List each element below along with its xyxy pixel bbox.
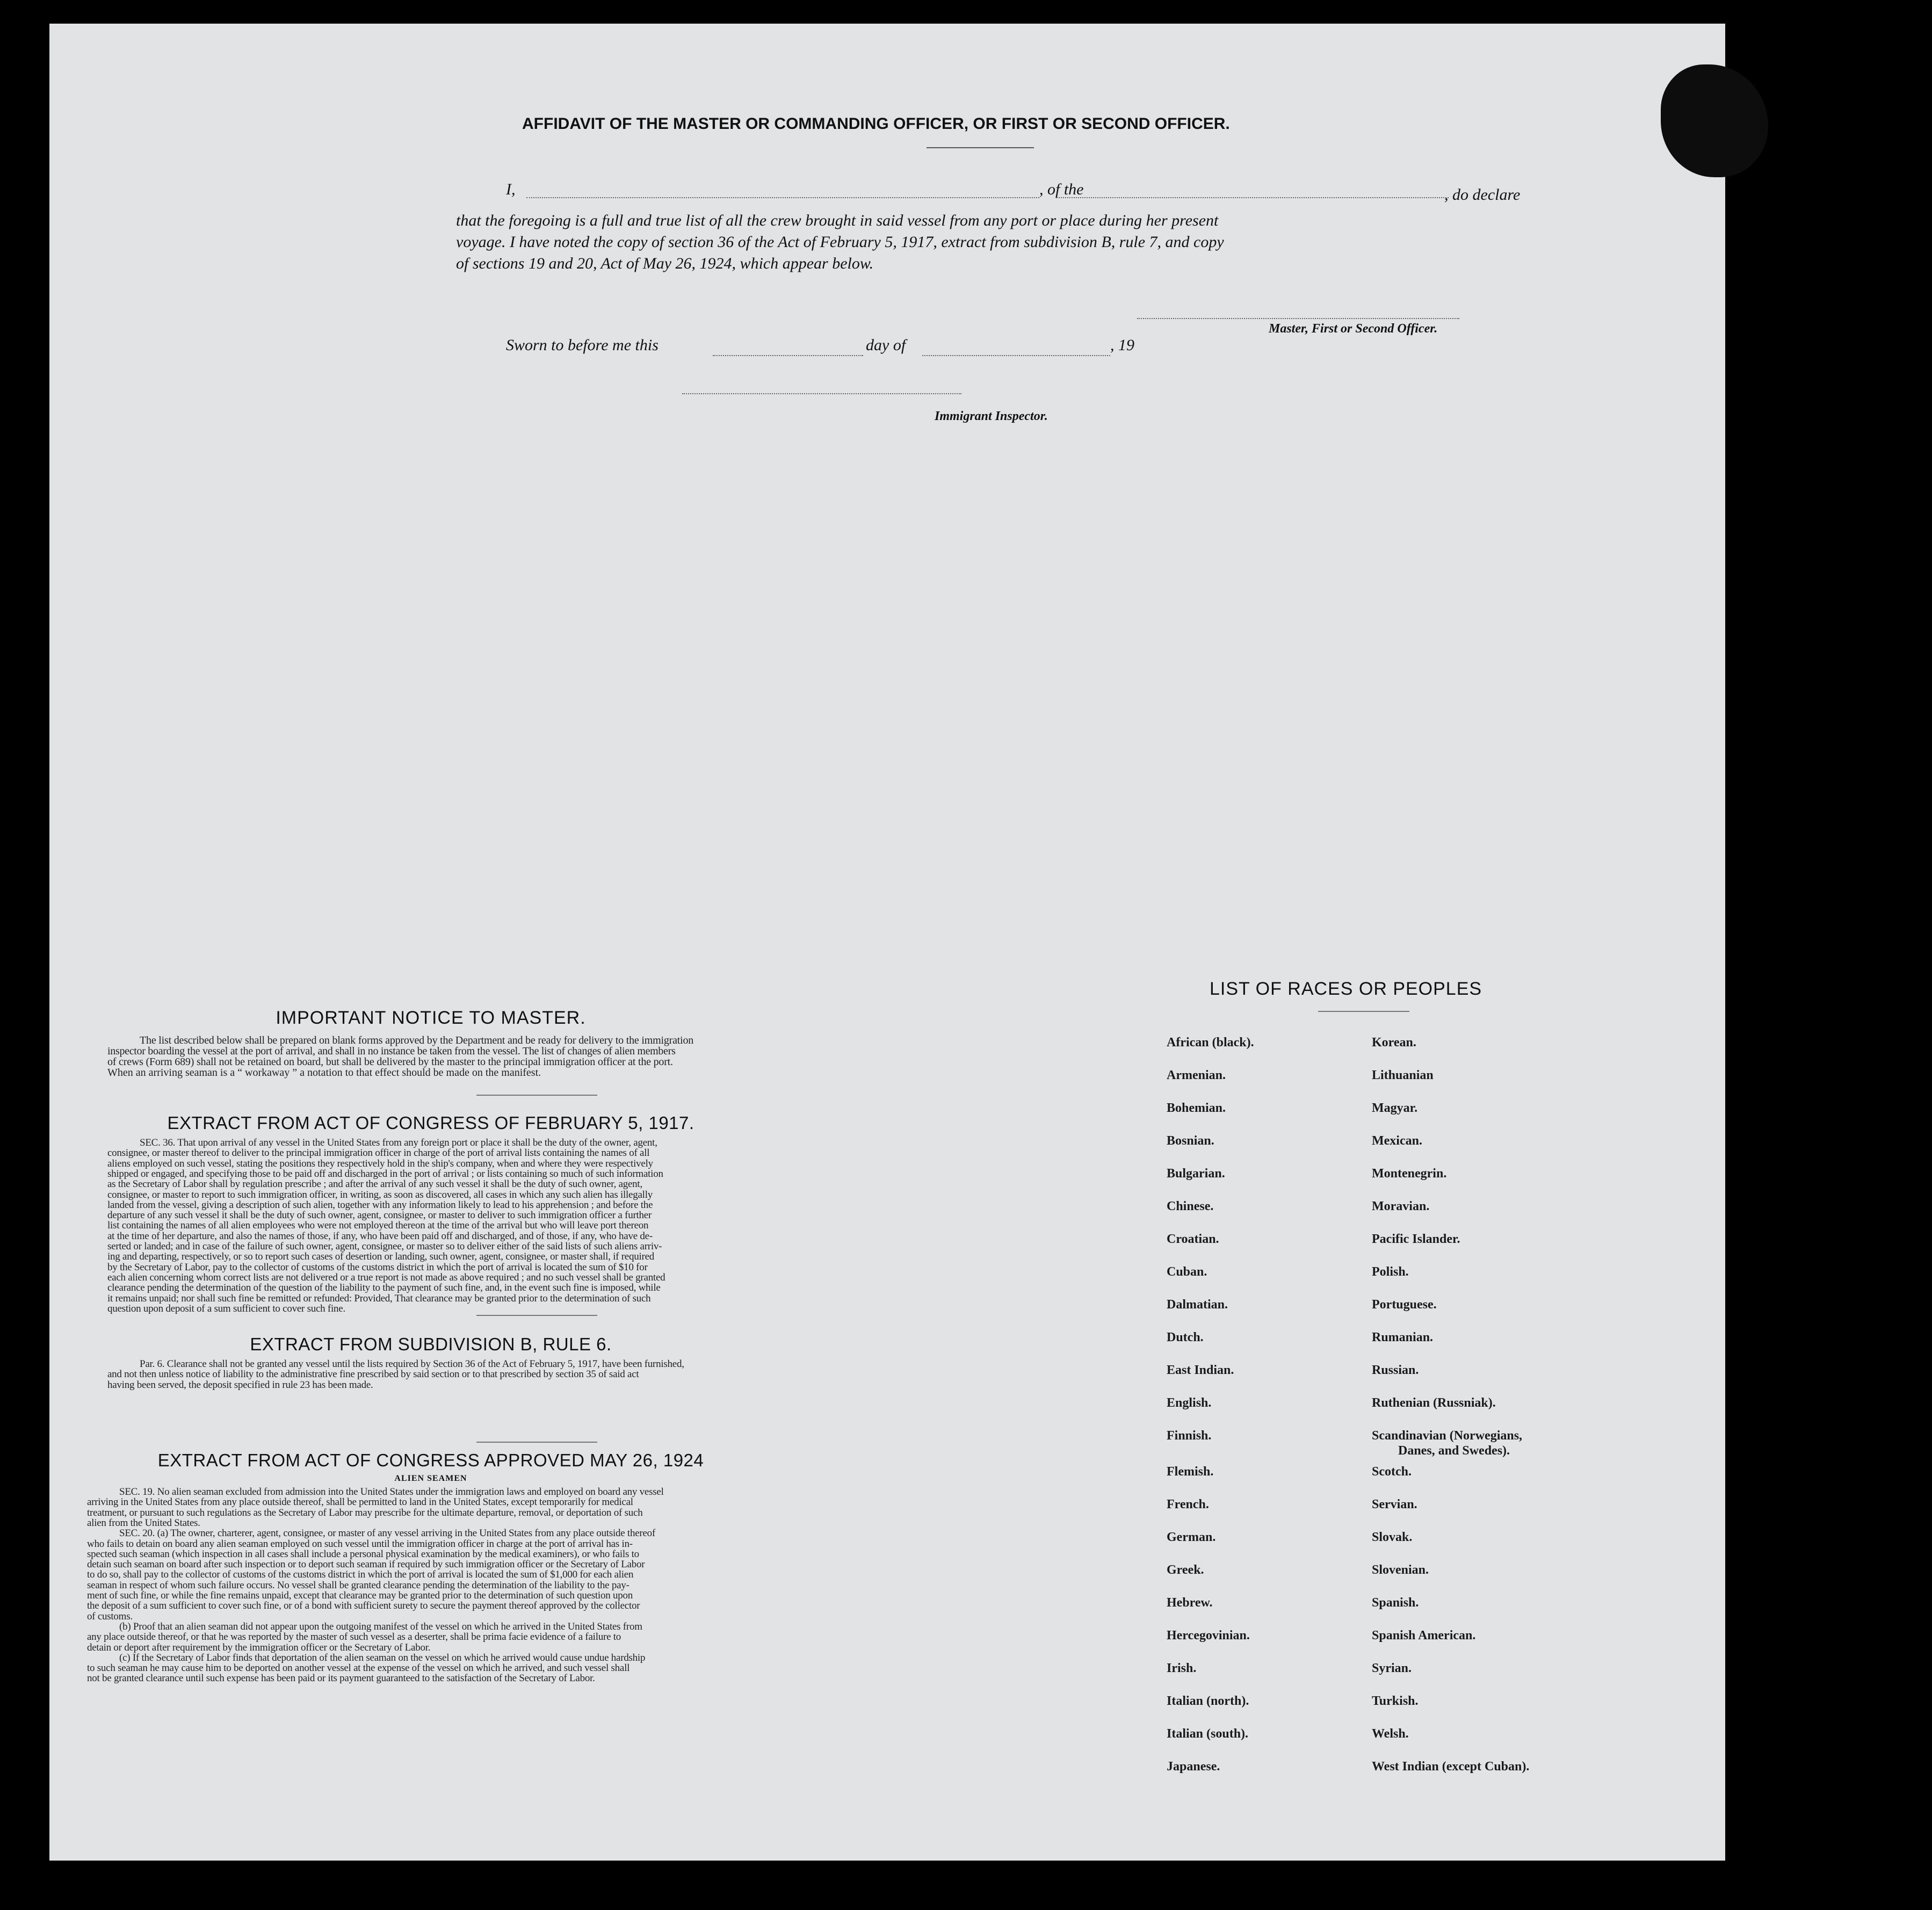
text-line: of customs. [87,1610,133,1622]
race-item: Bulgarian. [1167,1167,1225,1181]
text-line: having been served, the deposit specified in rule 23 has been made. [107,1379,373,1391]
text-line: arriving in the United States from any place outside thereof, shall be permitted to land in the United States, except temporarily for medical [87,1496,633,1508]
text-line: the deposit of a sum sufficient to cover such fine, or of a bond with sufficient surety to secure the payment thereof approved by the collector [87,1600,640,1612]
name-blank [526,197,1039,198]
race-item: Cuban. [1167,1265,1207,1279]
section-divider [476,1442,597,1443]
vessel-blank [1057,197,1449,198]
race-item: Irish. [1167,1661,1197,1675]
notice-line: The list described below shall be prepared on blank forms approved by the Department and be ready for delivery to the immigration [140,1034,694,1046]
text-line: SEC. 19. No alien seaman excluded from admission into the United States under the immigration laws and employed on board any vessel [119,1486,664,1497]
text-line: ment of such fine, or while the fine remains unpaid, except that clearance may be granted prior to the determination of such question upon [87,1590,633,1601]
race-item: Italian (south). [1167,1727,1249,1741]
text-line: and not then unless notice of liability to the administrative fine prescribed by said section or to that prescribed by section 35 of said act [107,1369,639,1380]
text-line: seaman in respect of whom such failure occurs. No vessel shall be granted clearance pending the determination of the liability to the pay- [87,1579,629,1591]
text-line: alien from the United States. [87,1517,200,1529]
race-continuation: Danes, and Swedes). [1398,1444,1510,1458]
race-item: Croatian. [1167,1232,1219,1246]
affidavit-body-line-1: that the foregoing is a full and true list of all the crew brought in said vessel from any port or place during her present [456,212,1219,229]
race-item: Montenegrin. [1372,1167,1447,1181]
race-item: Slovak. [1372,1530,1413,1544]
race-item: Slovenian. [1372,1563,1429,1577]
race-item: Pacific Islander. [1372,1232,1460,1246]
race-item: Magyar. [1372,1101,1418,1115]
do-declare-label: , do declare [1444,186,1521,204]
text-line: clearance pending the determination of the question of the liability to the payment of such fine, and, in the event such fine is imposed, while [107,1282,661,1294]
master-signature-label: Master, First or Second Officer. [1269,322,1438,336]
race-item: Dutch. [1167,1330,1204,1344]
text-line: ing and departing, respectively, or so to report such cases of desertion or landing, such owner, agent, consignee, or master shall, if required [107,1251,655,1263]
race-item: Ruthenian (Russniak). [1372,1396,1496,1410]
sworn-month-blank [922,355,1110,356]
day-of-label: day of [866,336,906,354]
text-line: consignee, or master to report to such immigration officer, in writing, as soon as discovered, all cases in which any such alien has illegally [107,1189,653,1200]
affidavit-body-line-3: of sections 19 and 20, Act of May 26, 1924, which appear below. [456,255,874,272]
year-label: , 19 [1110,336,1134,354]
rule-6-title: EXTRACT FROM SUBDIVISION B, RULE 6. [250,1334,612,1354]
race-item: Portuguese. [1372,1298,1437,1312]
text-line: to do so, shall pay to the collector of customs of the customs district in which the port of arrival is located the sum of $1,000 for each alien [87,1569,634,1581]
binder-hole [1840,1702,1864,1725]
text-line: question upon deposit of a sum sufficient to cover such fine. [107,1303,345,1314]
notice-line: When an arriving seaman is a “ workaway ” a notation to that effect should be made on the manifest. [107,1067,541,1079]
section-divider [476,1095,597,1096]
race-item: Bosnian. [1167,1134,1214,1148]
text-line: SEC. 20. (a) The owner, charterer, agent, consignee, or master of any vessel arriving in the United States from any place outside thereof [119,1528,655,1539]
text-line: list containing the names of all alien employees who were not employed thereon at the time of the arrival but who will leave port thereon [107,1220,649,1232]
race-item: Scandinavian (Norwegians, [1372,1429,1523,1443]
race-item: Turkish. [1372,1694,1419,1708]
text-line: it remains unpaid; nor shall such fine be remitted or refunded: Provided, That clearance may be granted prior to the determination of such [107,1292,651,1304]
affidavit-title: AFFIDAVIT OF THE MASTER OR COMMANDING OFFICER, OR FIRST OR SECOND OFFICER. [522,115,1230,133]
text-line: detain such seaman on board after such inspection or to deport such seaman if required by such immigration officer or the Secretary of Labor [87,1559,645,1571]
binder-hole [1854,632,1878,655]
i-label: I, [506,180,516,198]
race-item: Chinese. [1167,1199,1214,1213]
race-item: Mexican. [1372,1134,1422,1148]
text-line: to such seaman he may cause him to be deported on another vessel at the expense of the vessel on which he arrived, and such vessel shall [87,1662,630,1674]
document-page [49,24,1725,1861]
text-line: each alien concerning whom correct lists are not delivered or a true report is not made as above required ; and no such vessel shall be granted [107,1271,665,1283]
races-title: LIST OF RACES OR PEOPLES [1210,979,1482,999]
text-line: shipped or engaged, and specifying those to be paid off and discharged in the port of arrival ; or lists containing so much of such information [107,1168,663,1180]
inspector-label: Immigrant Inspector. [935,409,1048,423]
text-line: as the Secretary of Labor shall by regulation prescribe ; and after the arrival of any such vessel it shall be the duty of such owner, agent, [107,1178,642,1190]
race-item: Italian (north). [1167,1694,1249,1708]
race-item: Spanish. [1372,1596,1419,1610]
race-item: English. [1167,1396,1212,1410]
text-line: (b) Proof that an alien seaman did not appear upon the outgoing manifest of the vessel on which he arrived in the United States from [119,1620,642,1632]
text-line: not be granted clearance until such expense has been paid or its payment guaranteed to the satisfaction of the Secretary of Labor. [87,1673,595,1684]
race-item: Greek. [1167,1563,1204,1577]
extract-1924-title: EXTRACT FROM ACT OF CONGRESS APPROVED MAY 26, 1924 [157,1450,704,1470]
text-line: landed from the vessel, giving a description of such alien, together with any information likely to lead to his apprehension ; and before the [107,1199,653,1211]
title-underline [927,147,1034,148]
race-item: African (black). [1167,1036,1254,1050]
race-item: Korean. [1372,1036,1416,1050]
race-item: East Indian. [1167,1363,1234,1377]
binder-hole [1856,266,1880,290]
notice-line: of crews (Form 689) shall not be retained on board, but shall be delivered by the master to the principal immigration officer at the port. [107,1056,673,1068]
text-line: treatment, or pursuant to such regulations as the Secretary of Labor may prescribe for the ultimate departure, removal, or deportation of such [87,1507,643,1518]
race-item: Servian. [1372,1497,1417,1511]
text-line: by the Secretary of Labor, pay to the collector of customs of the customs district in which the port of arrival is located the sum of $10 for [107,1261,648,1273]
of-the-label: , of the [1039,180,1084,198]
sworn-label: Sworn to before me this [506,336,659,354]
text-line: SEC. 36. That upon arrival of any vessel in the United States from any foreign port or place it shall be the duty of the owner, agent, [140,1137,657,1148]
section-divider [476,1315,597,1316]
sworn-day-blank [713,355,863,356]
torn-corner [1661,64,1768,177]
notice-title: IMPORTANT NOTICE TO MASTER. [276,1008,586,1028]
binder-hole [1843,1611,1867,1635]
notice-line: inspector boarding the vessel at the port of arrival, and shall in no instance be taken from the vessel. The list of changes of alien members [107,1045,676,1057]
binder-hole [1853,721,1877,744]
text-line: any place outside thereof, or that he was reported by the master of such vessel as a deserter, shall be prima facie evidence of a failure to [87,1631,621,1643]
race-item: Japanese. [1167,1760,1220,1774]
race-item: Armenian. [1167,1068,1226,1082]
text-line: consignee, or master thereof to deliver to the principal immigration officer in charge of the port of arrival lists containing the names of all [107,1147,650,1159]
race-item: Welsh. [1372,1727,1409,1741]
affidavit-body-line-2: voyage. I have noted the copy of section 36 of the Act of February 5, 1917, extract from subdivision B, rule 7, and copy [456,233,1224,251]
race-item: French. [1167,1497,1209,1511]
race-item: Hercegovinian. [1167,1629,1250,1643]
text-line: detain or deport after requirement by the immigration officer or the Secretary of Labor. [87,1641,431,1653]
race-item: Finnish. [1167,1429,1212,1443]
race-item: Moravian. [1372,1199,1430,1213]
race-item: Polish. [1372,1265,1409,1279]
binder-hole [1843,1245,1867,1269]
alien-seamen-subtitle: ALIEN SEAMEN [394,1474,467,1483]
binder-hole [1856,352,1880,376]
binder-hole [1840,1332,1864,1356]
race-item: Russian. [1372,1363,1419,1377]
race-item: Dalmatian. [1167,1298,1228,1312]
races-title-underline [1318,1011,1409,1012]
text-line: Par. 6. Clearance shall not be granted any vessel until the lists required by Section 36 of the Act of February 5, 1917, have been furnished, [140,1358,684,1370]
text-line: at the time of her departure, and also the names of those, if any, who have been paid off and discharged, and of those, if any, who have de- [107,1230,653,1242]
race-item: Hebrew. [1167,1596,1213,1610]
race-item: Scotch. [1372,1465,1412,1479]
race-item: Syrian. [1372,1661,1412,1675]
race-item: Lithuanian [1372,1068,1434,1082]
text-line: aliens employed on such vessel, stating the positions they respectively hold in the ship's company, when and where they were respectively [107,1157,653,1169]
race-item: Bohemian. [1167,1101,1226,1115]
race-item: Spanish American. [1372,1629,1476,1643]
text-line: who fails to detain on board any alien seaman employed on such vessel until the immigration officer in charge at the port of arrival has in- [87,1538,633,1550]
master-signature-line [1137,318,1459,319]
text-line: (c) If the Secretary of Labor finds that deportation of the alien seaman on the vessel on which he arrived would cause undue hardship [119,1652,646,1663]
extract-1917-title: EXTRACT FROM ACT OF CONGRESS OF FEBRUARY 5, 1917. [167,1113,694,1133]
text-line: spected such seaman (which inspection in all cases shall include a personal physical examination by the medical examiners), or who fails to [87,1548,639,1560]
race-item: German. [1167,1530,1216,1544]
inspector-signature-line [682,393,961,394]
race-item: West Indian (except Cuban). [1372,1760,1530,1774]
race-item: Flemish. [1167,1465,1214,1479]
text-line: serted or landed; and in case of the failure of such owner, agent, consignee, or master so to deliver either of the said lists of such aliens arriv- [107,1241,662,1252]
text-line: departure of any such vessel it shall be the duty of such owner, agent, consignee, or master to deliver to such immigration officer a further [107,1210,652,1221]
race-item: Rumanian. [1372,1330,1434,1344]
